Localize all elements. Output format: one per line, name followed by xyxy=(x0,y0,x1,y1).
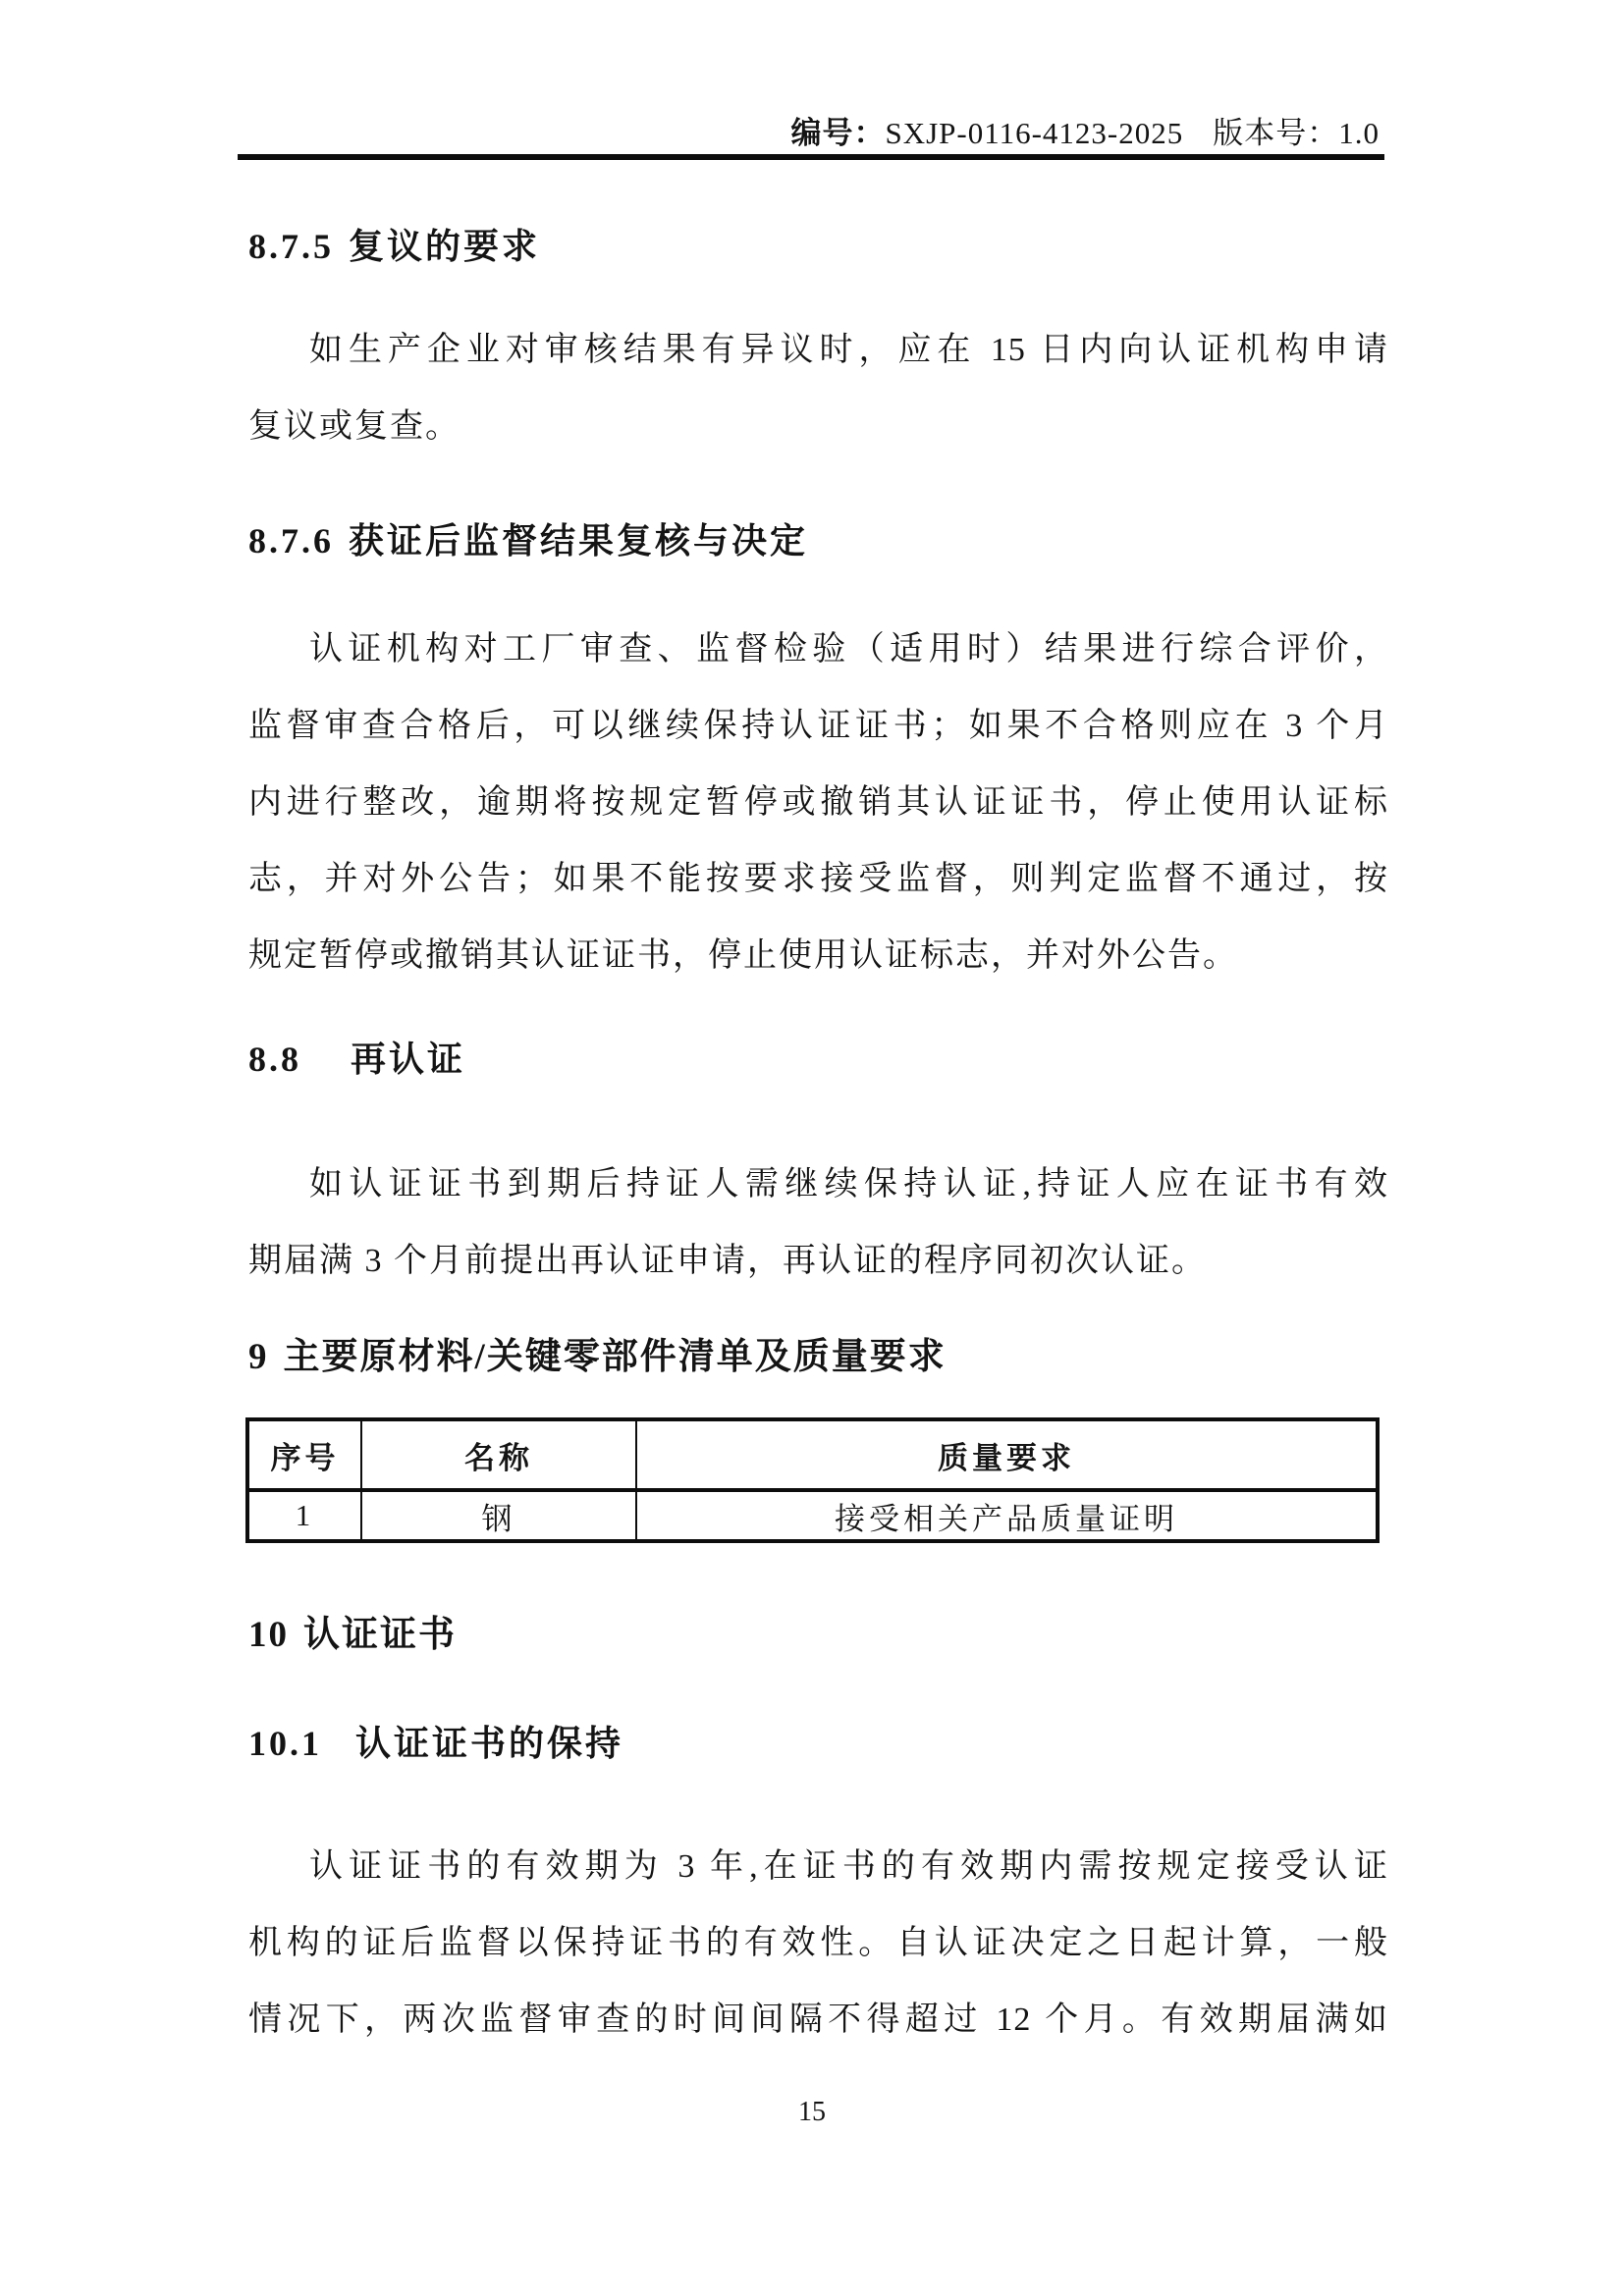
section-heading-10 xyxy=(248,1613,1388,1658)
section-heading-9 xyxy=(248,1335,1388,1380)
paragraph-line: 内进行整改，逾期将按规定暂停或撤销其认证证书，停止使用认证标 xyxy=(248,784,1388,821)
section-number: 9 xyxy=(248,1337,269,1377)
paragraph-line: 志，并对外公告；如果不能按要求接受监督，则判定监督不通过，按 xyxy=(248,861,1388,897)
paragraph-10-1 xyxy=(248,1829,1388,2058)
page-number: 15 xyxy=(798,2097,826,2127)
section-heading-8-7-6 xyxy=(248,518,1388,563)
header-divider-rule xyxy=(238,154,1384,160)
paragraph-line: 认证证书的有效期为 3 年,在证书的有效期内需按规定接受认证 xyxy=(309,1848,1388,1885)
section-title: 认证证书 xyxy=(303,1615,457,1655)
section-heading-10-1 xyxy=(248,1721,1388,1766)
version-label: 版本号： xyxy=(1213,116,1339,150)
paragraph-line: 如生产企业对审核结果有异议时，应在 15 日内向认证机构申请 xyxy=(309,332,1388,368)
paragraph-line: 期届满 3 个月前提出再认证申请，再认证的程序同初次认证。 xyxy=(248,1243,1207,1279)
table-cell-seq: 1 xyxy=(247,1490,361,1541)
section-title: 获证后监督结果复核与决定 xyxy=(349,521,809,561)
table-header-seq: 序号 xyxy=(247,1419,361,1490)
paragraph-8-7-5 xyxy=(248,312,1388,465)
paragraph-line: 机构的证后监督以保持证书的有效性。自认证决定之日起计算，一般 xyxy=(248,1925,1388,1961)
section-title: 再认证 xyxy=(351,1040,466,1079)
table-cell-quality: 接受相关产品质量证明 xyxy=(636,1490,1378,1541)
table-cell-name: 钢 xyxy=(361,1490,636,1541)
paragraph-line: 规定暂停或撤销其认证证书，停止使用认证标志，并对外公告。 xyxy=(248,937,1238,974)
table-row xyxy=(247,1490,1378,1541)
section-number: 10 xyxy=(248,1615,289,1655)
paragraph-line: 情况下，两次监督审查的时间间隔不得超过 12 个月。有效期届满如 xyxy=(248,2002,1388,2038)
section-title: 认证证书的保持 xyxy=(355,1724,624,1763)
materials-table xyxy=(245,1417,1380,1543)
paragraph-line: 复议或复查。 xyxy=(248,408,460,445)
section-title: 复议的要求 xyxy=(349,227,541,266)
section-number: 8.7.6 xyxy=(248,521,334,561)
doc-number-value: SXJP-0116-4123-2025 xyxy=(885,116,1184,150)
paragraph-line: 认证机构对工厂审查、监督检验（适用时）结果进行综合评价， xyxy=(309,631,1388,667)
section-number: 8.7.5 xyxy=(248,227,334,266)
paragraph-line: 监督审查合格后，可以继续保持认证证书；如果不合格则应在 3 个月 xyxy=(248,708,1388,744)
page-header xyxy=(248,114,1380,153)
section-heading-8-8 xyxy=(248,1037,1388,1082)
version-value: 1.0 xyxy=(1338,116,1380,150)
section-title: 主要原材料/关键零部件清单及质量要求 xyxy=(283,1337,947,1377)
table-header-name: 名称 xyxy=(361,1419,636,1490)
table-header-quality: 质量要求 xyxy=(636,1419,1378,1490)
paragraph-8-7-6 xyxy=(248,612,1388,994)
paragraph-line: 如认证证书到期后持证人需继续保持认证,持证人应在证书有效 xyxy=(309,1166,1388,1202)
section-number: 8.8 xyxy=(248,1040,301,1079)
section-heading-8-7-5 xyxy=(248,224,1388,269)
section-number: 10.1 xyxy=(248,1724,322,1763)
table-header-row xyxy=(247,1419,1378,1490)
paragraph-8-8 xyxy=(248,1147,1388,1300)
doc-number-label: 编号： xyxy=(790,116,886,150)
